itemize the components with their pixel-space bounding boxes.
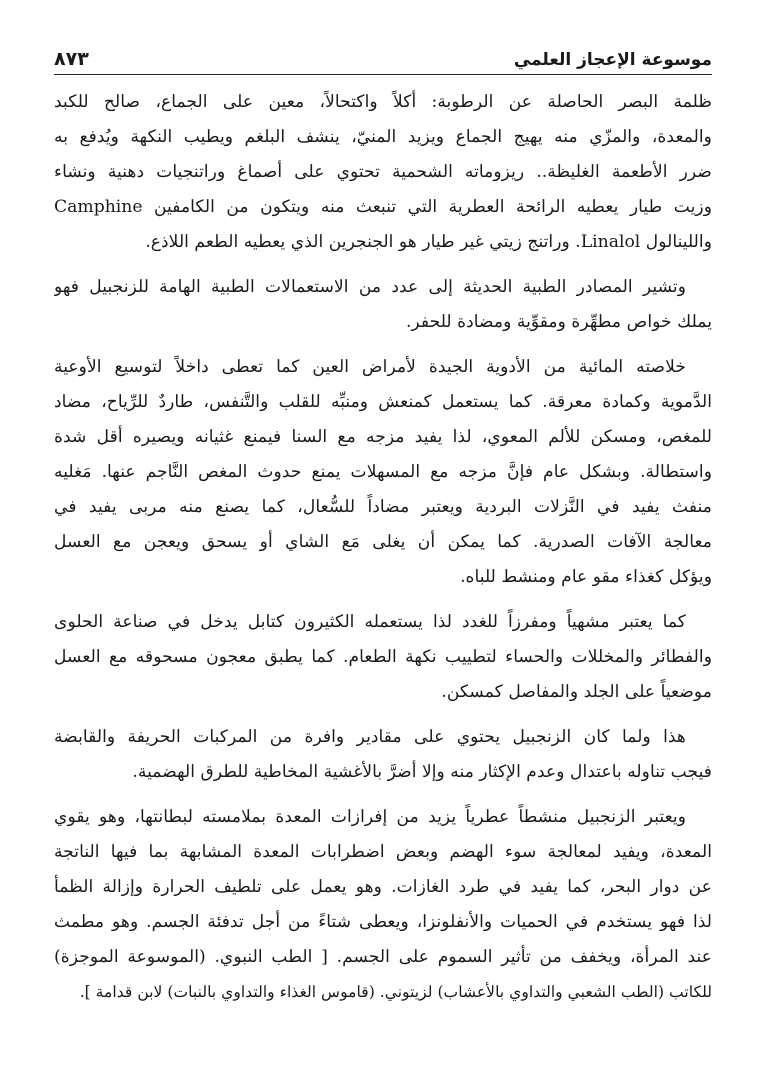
text-line: ظلمة البصر الحاصلة عن الرطوبة: أكلاً واكتحالاً، معين على الجماع، صالح للكبد [54,92,712,112]
text-line: ضرر الأطعمة الغليظة.. ريزوماته الشحمية تحتوي على أصماغ وراتنجيات دهنية ونشاء [54,162,712,182]
text-line: وزيت طيار يعطيه الرائحة العطرية التي تنبعث منه ويتكون من الكامفين Camphine [54,197,712,217]
text-line: والمعدة، والمزّي منه يهيج الجماع ويزيد المنيّ، ينشف البلغم ويطيب النكهة ويُدفع به [54,127,712,147]
text-line: خلاصته المائية من الأدوية الجيدة لأمراض العين كما تعطى داخلاً لتوسيع الأوعية [54,357,686,377]
text-line: للمغص، ومسكن للألم المعوي، لذا يفيد مزجه مع السنا فيمنع غثيانه ويصيره أقل شدة [54,427,712,447]
text-line: واللينالول Linalol. وراتنج زيتي غير طيار هو الجنجرين الذي يعطيه الطعم اللاذع. [145,232,712,252]
page-header [54,38,712,75]
text-line: للكاتب (الطب الشعبي والتداوي بالأعشاب) لزيتوني. (قاموس الغذاء والتداوي بالنبات) لابن قدامة ]. [79,983,712,1001]
paragraph [54,800,712,1010]
text-line: عند المرأة، ويخفف من تأثير السموم على الجسم. [ الطب النبوي. (الموسوعة الموجزة) [54,947,712,967]
text-line: كما يعتبر مشهياً ومفرزاً للغدد لذا يستعمله الكثيرون كتابل يدخل في صناعة الحلوى [54,612,686,632]
text-line: الدَّموية وكمادة معرقة. كما يستعمل كمنعش ومنبِّه للقلب والتَّنفس، طاردٌ للرِّياح، مضاد [54,392,712,412]
text-line: ويؤكل كغذاء مقو عام ومنشط للباه. [460,567,712,587]
text-line: هذا ولما كان الزنجبيل يحتوي على مقادير وافرة من المركبات الحريفة والقابضة [54,727,686,747]
running-title: موسوعة الإعجاز العلمي [513,50,712,70]
paragraph [54,350,712,595]
text-line: لذا فهو يستخدم في الحميات والأنفلونزا، ويعطى شتاءً من أجل تدفئة الجسم. وهو مطمث [54,912,712,932]
paragraph [54,270,712,340]
text-line: عن دوار البحر، كما يفيد في طرد الغازات. وهو يعمل على تلطيف الحرارة وإزالة الظمأ [54,877,712,897]
text-line: منفث يفيد في النَّزلات البردية ويعتبر مضاداً للسُّعال، كما يصنع منه مربى يفيد في [54,497,712,517]
body-text [54,85,712,1010]
page-number: ٨٧٣ [54,48,89,70]
paragraph [54,85,712,260]
text-line: وتشير المصادر الطبية الحديثة إلى عدد من الاستعمالات الطبية الهامة للزنجبيل فهو [54,277,686,297]
text-line: المعدة، ويفيد لمعالجة سوء الهضم وبعض اضطرابات المعدة المشابهة بما فيها الناتجة [54,842,712,862]
text-line: فيجب تناوله باعتدال وعدم الإكثار منه وإلا أضرَّ بالأغشية المخاطية للطرق الهضمية. [132,762,712,782]
text-line: ويعتبر الزنجبيل منشطاً عطرياً يزيد من إفرازات المعدة بملامسته لبطانتها، وهو يقوي [54,807,686,827]
text-line: معالجة الآفات الصدرية. كما يمكن أن يغلى مَع الشاي أو يسحق ويعجن مع العسل [54,532,712,552]
text-line: والفطائر والمخللات والحساء لتطييب نكهة الطعام. كما يطبق معجون مسحوقه مع العسل [54,647,712,667]
paragraph [54,720,712,790]
text-line: واستطالة. وبشكل عام فإنَّ مزجه مع المسهلات يمنع حدوث المغص النَّاجم عنها. مَغليه [54,462,712,482]
paragraph [54,605,712,710]
text-line: يملك خواص مطهِّرة ومقوِّية ومضادة للحفر. [405,312,712,332]
text-line: موضعياً على الجلد والمفاصل كمسكن. [441,682,712,702]
